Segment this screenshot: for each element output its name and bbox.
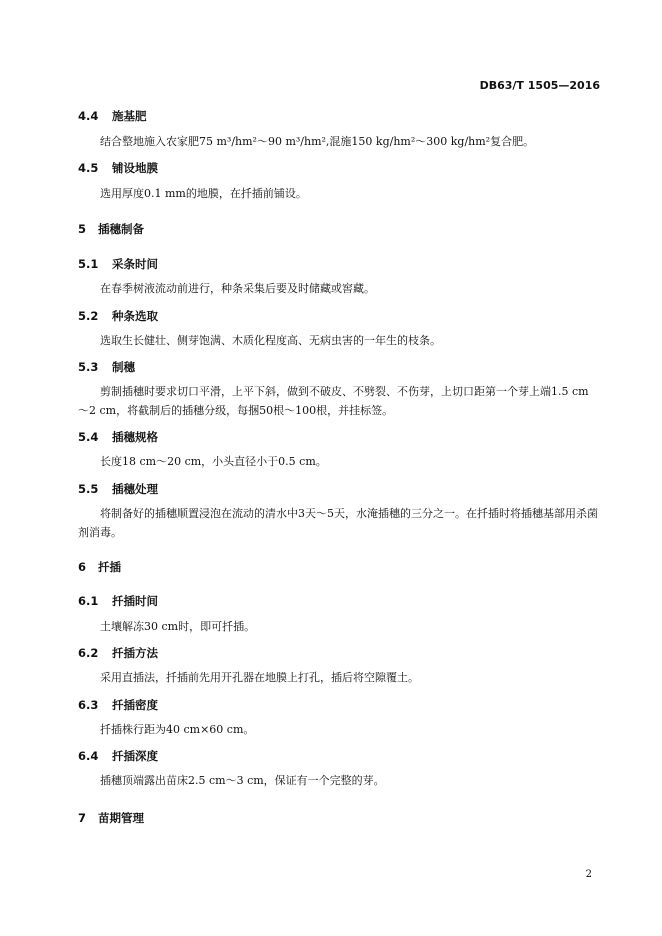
section-title: 施基肥 (112, 109, 147, 123)
section-number: 6.2 (78, 646, 99, 660)
section-title: 插穗处理 (112, 482, 158, 496)
section-title: 种条选取 (112, 309, 158, 323)
document-header-code: DB63/T 1505—2016 (479, 79, 600, 92)
section-heading-6-1 (78, 593, 158, 609)
section-number: 6.1 (78, 594, 99, 608)
section-number: 5.1 (78, 257, 99, 271)
section-paragraph: 结合整地施入农家肥75 m³/hm²～90 m³/hm²,混施150 kg/hm²～300 kg/hm²复合肥。 (100, 135, 535, 148)
section-heading-5-2 (78, 308, 158, 324)
section-heading-4-5 (78, 160, 158, 176)
section-heading-5-3 (78, 359, 135, 375)
section-heading-5-4 (78, 429, 158, 445)
section-heading-6-2 (78, 645, 158, 661)
section-number: 6.3 (78, 698, 99, 712)
section-paragraph: 选用厚度0.1 mm的地膜，在扦插前铺设。 (100, 187, 307, 200)
section-paragraph: 剪制插穗时要求切口平滑，上平下斜，做到不破皮、不劈裂、不伤芽，上切口距第一个芽上端1.5 cm～2 cm，将截制后的插穗分级，每捆50根～100根，并挂标签。 (78, 385, 589, 417)
section-paragraph: 在春季树液流动前进行，种条采集后要及时储藏或窖藏。 (100, 282, 375, 295)
section-title: 扦插深度 (112, 749, 158, 763)
section-heading-5-5 (78, 481, 158, 497)
section-paragraph: 扦插株行距为40 cm×60 cm。 (100, 723, 255, 736)
page-number: 2 (585, 869, 592, 880)
section-paragraph: 插穗顶端露出苗床2.5 cm～3 cm，保证有一个完整的芽。 (100, 774, 385, 787)
chapter-heading-6 (78, 559, 121, 575)
section-number: 5 (78, 222, 87, 236)
section-number: 5.5 (78, 482, 99, 496)
section-number: 4.4 (78, 109, 99, 123)
section-heading-6-4 (78, 748, 158, 764)
section-title: 扦插 (98, 560, 121, 574)
section-number: 7 (78, 811, 87, 825)
section-title: 插穗规格 (112, 430, 158, 444)
section-heading-4-4 (78, 108, 147, 124)
section-paragraph: 将制备好的插穗顺置浸泡在流动的清水中3天～5天，水淹插穗的三分之一。在扦插时将插穗基部用杀菌剂消毒。 (78, 507, 598, 539)
section-title: 插穗制备 (98, 222, 144, 236)
section-number: 4.5 (78, 161, 99, 175)
section-title: 扦插密度 (112, 698, 158, 712)
section-title: 苗期管理 (98, 811, 144, 825)
section-title: 铺设地膜 (112, 161, 158, 175)
section-title: 采条时间 (112, 257, 158, 271)
section-paragraph: 土壤解冻30 cm时，即可扦插。 (100, 620, 256, 633)
section-paragraph: 长度18 cm～20 cm，小头直径小于0.5 cm。 (100, 455, 327, 468)
section-title: 扦插方法 (112, 646, 158, 660)
section-number: 6 (78, 560, 87, 574)
chapter-heading-5 (78, 221, 144, 237)
section-paragraph: 选取生长健壮、侧芽饱满、木质化程度高、无病虫害的一年生的枝条。 (100, 334, 441, 347)
section-heading-5-1 (78, 256, 158, 272)
section-title: 制穗 (112, 360, 135, 374)
section-heading-6-3 (78, 697, 158, 713)
section-paragraph: 采用直插法，扦插前先用开孔器在地膜上打孔，插后将空隙覆土。 (100, 671, 419, 684)
section-number: 5.3 (78, 360, 99, 374)
section-number: 5.2 (78, 309, 99, 323)
section-number: 6.4 (78, 749, 99, 763)
chapter-heading-7 (78, 810, 144, 826)
section-number: 5.4 (78, 430, 99, 444)
section-title: 扦插时间 (112, 594, 158, 608)
